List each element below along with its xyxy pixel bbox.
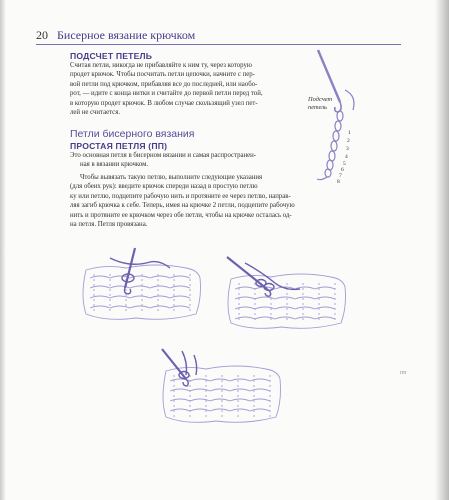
text-line: в которую продет крючок. В любом случае скользящий узел пет-	[70, 99, 258, 107]
running-title: Бисерное вязание крючком	[57, 28, 196, 42]
count-number: 4	[345, 154, 348, 160]
counting-paragraph	[70, 61, 310, 117]
stitch-illustration-step2	[225, 255, 355, 340]
section-heading-simple-stitch: ПРОСТАЯ ПЕТЛЯ (ПП)	[70, 141, 168, 151]
text-line: (для обеих рук): введите крючок спереди назад в простую петлю	[70, 183, 258, 191]
text-line: рот, — идите с конца нитки и считайте до первой петли перед той,	[70, 90, 263, 98]
text-line: Считая петли, никогда не прибавляйте к ним ту, через которую	[70, 62, 252, 69]
text-line: нить и протяните ее крючком через обе петли, чтобы на крючке осталась од-	[70, 211, 292, 219]
text-line: продет крючок. Чтобы посчитать петли цепочки, начните с пер-	[70, 71, 255, 79]
text-line: ляя загиб крючка к себе. Теперь, имея на крючке 2 петли, подцепите рабочую	[70, 202, 295, 210]
simple-stitch-intro	[70, 151, 310, 170]
text-line: Чтобы вывязать такую петлю, выполните следующие указания	[80, 174, 263, 181]
count-number: 7	[339, 173, 342, 179]
simple-stitch-instructions	[70, 173, 360, 229]
count-number: 6	[341, 167, 344, 173]
binding-shadow	[435, 0, 449, 500]
page-edge-shadow	[0, 0, 6, 500]
count-number: 3	[346, 146, 349, 152]
header-rule	[36, 44, 401, 45]
text-line: на петля. Петля провязана.	[70, 221, 148, 229]
figure-small-label: ПП	[400, 370, 407, 375]
running-header	[36, 28, 195, 43]
side-label-line: Подсчет	[308, 96, 333, 103]
section-heading-counting: ПОДСЧЕТ ПЕТЕЛЬ	[70, 51, 153, 61]
text-line: лей не считается.	[70, 109, 121, 117]
stitch-illustration-step1	[80, 248, 210, 328]
count-number: 1	[348, 130, 351, 136]
page-number: 20	[36, 28, 48, 42]
count-number: 2	[347, 138, 350, 144]
text-line: ная в вязании крючком.	[80, 161, 149, 169]
section-title-bead-stitches: Петли бисерного вязания	[70, 128, 195, 140]
count-number: 8	[337, 179, 340, 185]
stitch-illustration-step3	[160, 345, 290, 435]
text-line: вой петли под крючком, прибавляя все до последней, или наобо-	[70, 80, 258, 88]
count-number: 5	[343, 161, 346, 167]
text-line: Это основная петля в бисерном вязании и самая распространен-	[70, 152, 257, 159]
text-line: ку или петлю, подцепите рабочую нить и протяните ее через петлю, направ-	[70, 192, 291, 200]
side-label-line: петель	[308, 103, 327, 111]
